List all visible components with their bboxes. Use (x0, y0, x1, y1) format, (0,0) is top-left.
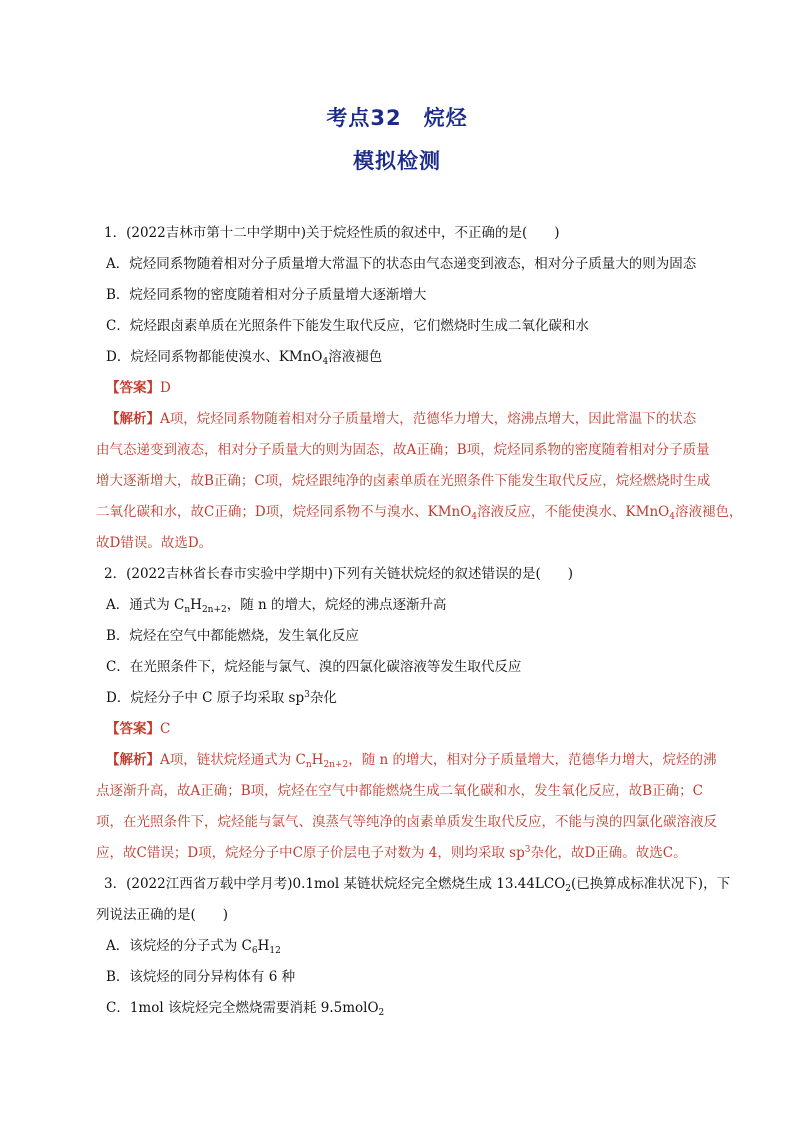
q1-explanation-line-4: 二氧化碳和水，故C正确；D项，烷烃同系物不与溴水、KMnO$_4$溶液反应，不能使溴水、KMnO$_4$溶液褪色， (96, 504, 743, 522)
q2-explanation-line-4: 应，故C错误；D项，烷烃分子中C原子价层电子对数为 4，则均采取 $sp^3$杂化，故D正确。故选C。 (96, 845, 687, 861)
q2-explanation-line-3: 项，在光照条件下，烷烃能与氯气、溴蒸气等纯净的卤素单质发生取代反应，不能与溴的四氯化碳溶液反 (96, 814, 717, 830)
q1-option-c: C．烷烃跟卤素单质在光照条件下能发生取代反应，它们燃烧时生成二氧化碳和水 (106, 318, 589, 334)
q1-explanation-line-5: 故D错误。故选D。 (96, 535, 213, 551)
q2-answer (96, 714, 720, 745)
topic-number: 考点32 (326, 106, 402, 130)
q2-option-c: C．在光照条件下，烷烃能与氯气、溴的四氯化碳溶液等发生取代反应 (106, 659, 522, 675)
q2-option-a: A．通式为 $C_nH_{2n+2}$，随 n 的增大，烷烃的沸点逐渐升高 (106, 597, 447, 615)
q1-answer (96, 373, 720, 404)
q1-option-b: B．烷烃同系物的密度随着相对分子质量增大逐渐增大 (106, 287, 427, 303)
q1-option-d: D．烷烃同系物都能使溴水、KMnO$_4$溶液褪色 (106, 349, 383, 367)
q3-stem-line-2: 列说法正确的是( ) (96, 907, 229, 923)
answer-tag: 【答案】 (106, 721, 160, 737)
q3-option-b: B．该烷烃的同分异构体有 6 种 (106, 969, 296, 985)
q1-option-a: A．烷烃同系物随着相对分子质量增大常温下的状态由气态递变到液态，相对分子质量大的则为固态 (106, 256, 697, 272)
answer-tag: 【答案】 (106, 380, 160, 396)
q1-stem: 1．(2022吉林市第十二中学期中)关于烷烃性质的叙述中，不正确的是( ) (104, 225, 560, 241)
page-title (0, 102, 794, 132)
q1-explanation-line-1: 【解析】A项，烷烃同系物随着相对分子质量增大，范德华力增大，熔沸点增大，因此常温下的状态 (106, 411, 697, 427)
q2-explanation-line-1: 【解析】A项，链状烷烃通式为 $C_nH_{2n+2}$，随 n 的增大，相对分子质量增大，范德华力增大，烷烃的沸 (106, 752, 717, 770)
explanation-tag: 【解析】 (106, 411, 160, 427)
answer-value: C (160, 721, 171, 737)
question-list (96, 218, 743, 1024)
q2-stem: 2．(2022吉林省长春市实验中学期中)下列有关链状烷烃的叙述错误的是( ) (104, 566, 574, 582)
explanation-tag: 【解析】 (106, 752, 160, 768)
q2-option-b: B．烷烃在空气中都能燃烧，发生氧化反应 (106, 628, 359, 644)
q1-explanation-line-2: 由气态递变到液态，相对分子质量大的则为固态，故A正确；B项，烷烃同系物的密度随着相对分子质量 (96, 442, 710, 458)
q2-option-d: D．烷烃分子中 C 原子均采取 $sp^3$杂化 (106, 690, 337, 706)
q1-explanation-line-3: 增大逐渐增大，故B正确；C项，烷烃跟纯净的卤素单质在光照条件下能发生取代反应，烷烃燃烧时生成 (96, 473, 711, 489)
topic-name: 烷烃 (423, 106, 468, 130)
q2-explanation-line-2: 点逐渐升高，故A正确；B项，烷烃在空气中都能燃烧生成二氧化碳和水，发生氧化反应，故B正确；C (96, 783, 703, 799)
q3-option-c: C．1mol 该烷烃完全燃烧需要消耗 9.5molO$_2$ (106, 1000, 385, 1018)
q3-stem-line-1: 3．(2022江西省万载中学月考)0.1mol 某链状烷烃完全燃烧生成 $13.44LCO_2$(已换算成标准状况下)，下 (104, 876, 731, 894)
page-subtitle: 模拟检测 (353, 149, 441, 173)
answer-value: D (160, 380, 171, 396)
q3-option-a: A．该烷烃的分子式为 $C_6H_{12}$ (106, 938, 281, 956)
